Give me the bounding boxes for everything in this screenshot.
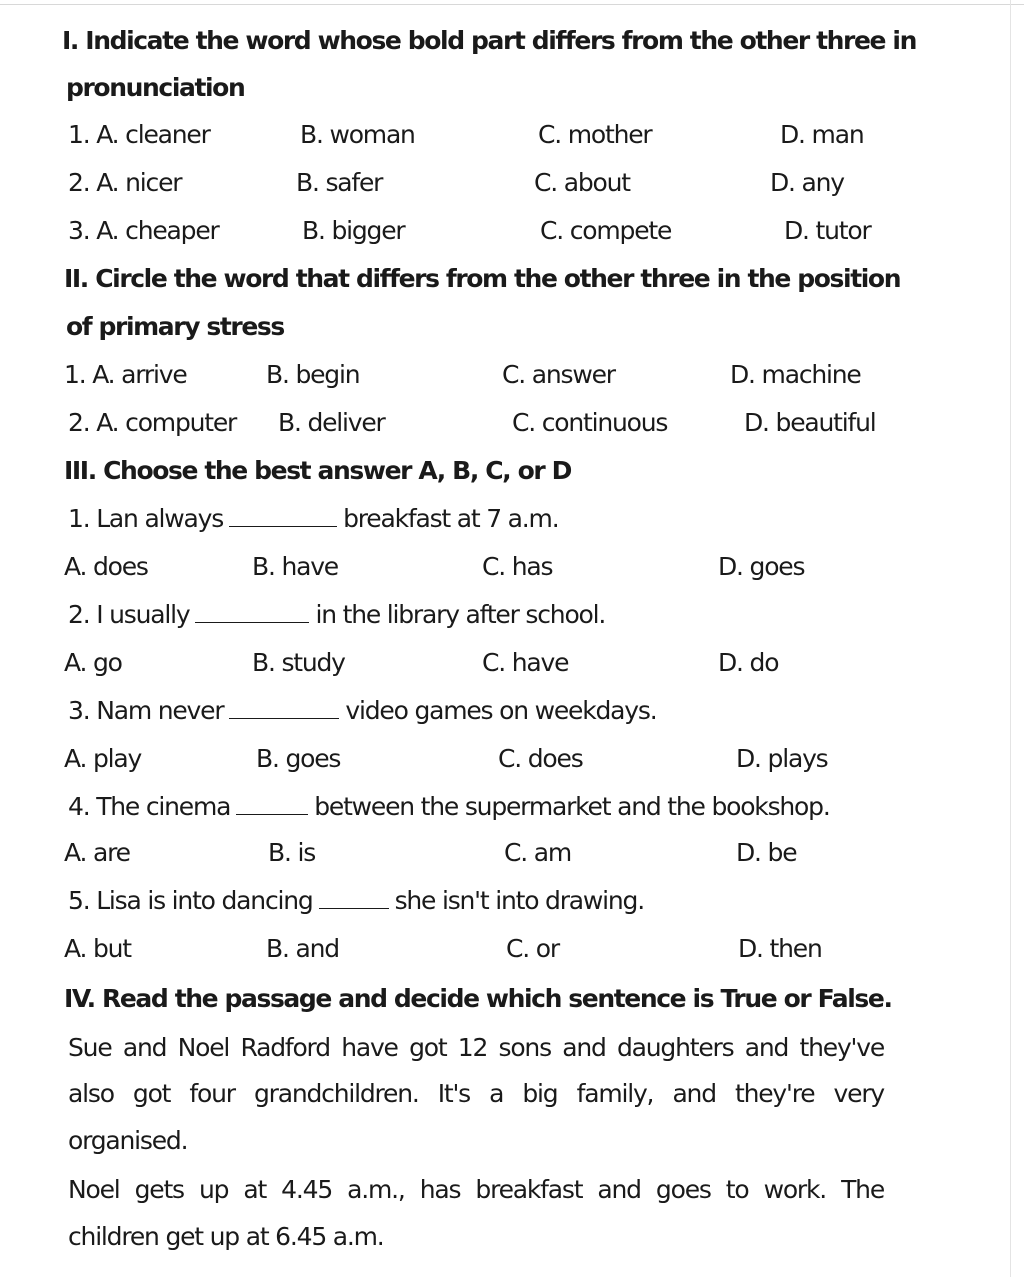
question-1-options [0, 552, 1000, 582]
section2-row-1 [0, 360, 1000, 390]
section1-row-3 [0, 216, 1000, 246]
question-2-options [0, 648, 1000, 678]
option-c: C. continuous [512, 408, 668, 437]
option-c: C. am [504, 838, 572, 867]
option-a: 1. A. cleaner [68, 120, 210, 149]
section1-heading-line1: I. Indicate the word whose bold part differs from the other three in [62, 26, 916, 55]
option-d: D. goes [718, 552, 805, 581]
option-c: C. have [482, 648, 569, 677]
option-a: 1. A. arrive [64, 360, 187, 389]
option-a: 2. A. computer [68, 408, 237, 437]
option-a: A. does [64, 552, 148, 581]
option-b: B. and [266, 934, 339, 963]
option-d: D. do [718, 648, 779, 677]
option-b: B. bigger [302, 216, 405, 245]
section1-row-2 [0, 168, 1000, 198]
section4-heading: IV. Read the passage and decide which sentence is True or False. [64, 984, 892, 1013]
option-a: 2. A. nicer [68, 168, 182, 197]
option-d: D. be [736, 838, 797, 867]
answer-blank [195, 600, 309, 623]
question-text-before: 1. Lan always [68, 504, 224, 533]
answer-blank [319, 886, 389, 909]
section3-heading: III. Choose the best answer A, B, C, or D [64, 456, 571, 485]
question-3-options [0, 744, 1000, 774]
option-a: A. go [64, 648, 122, 677]
option-b: B. goes [256, 744, 341, 773]
section2-heading-line2: of primary stress [66, 312, 284, 341]
question-text-before: 5. Lisa is into dancing [68, 886, 313, 915]
option-d: D. plays [736, 744, 828, 773]
option-c: C. about [534, 168, 630, 197]
question-3 [68, 696, 656, 726]
section1-row-1 [0, 120, 1000, 150]
option-b: B. study [252, 648, 345, 677]
option-a: A. but [64, 934, 131, 963]
question-text-before: 3. Nam never [68, 696, 224, 725]
option-d: D. any [770, 168, 844, 197]
answer-blank [236, 792, 308, 815]
option-c: C. mother [538, 120, 652, 149]
passage-line: also got four grandchildren. It's a big family, and they're very [68, 1079, 884, 1108]
right-border [1010, 0, 1011, 1277]
question-text-after: video games on weekdays. [345, 696, 657, 725]
passage-line: children get up at 6.45 a.m. [68, 1222, 384, 1251]
option-d: D. then [738, 934, 822, 963]
question-4 [68, 792, 830, 822]
answer-blank [229, 696, 339, 719]
option-b: B. woman [300, 120, 415, 149]
option-d: D. tutor [784, 216, 871, 245]
option-a: A. play [64, 744, 142, 773]
option-b: B. safer [296, 168, 383, 197]
passage-line: organised. [68, 1126, 188, 1155]
passage-line: Noel gets up at 4.45 a.m., has breakfast and goes to work. The [68, 1175, 884, 1204]
section2-row-2 [0, 408, 1000, 438]
question-4-options [0, 838, 1000, 868]
question-text-after: she isn't into drawing. [394, 886, 644, 915]
option-b: B. begin [266, 360, 360, 389]
option-c: C. or [506, 934, 559, 963]
question-text-after: breakfast at 7 a.m. [343, 504, 559, 533]
option-d: D. beautiful [744, 408, 876, 437]
option-c: C. does [498, 744, 583, 773]
option-a: A. are [64, 838, 130, 867]
option-b: B. is [268, 838, 316, 867]
question-5-options [0, 934, 1000, 964]
section1-heading-line2: pronunciation [66, 73, 245, 102]
question-1 [68, 504, 558, 534]
question-text-before: 2. I usually [68, 600, 190, 629]
passage-line: Sue and Noel Radford have got 12 sons and daughters and they've [68, 1033, 884, 1062]
top-border [0, 4, 1024, 5]
question-text-after: between the supermarket and the bookshop. [314, 792, 830, 821]
option-c: C. compete [540, 216, 672, 245]
option-a: 3. A. cheaper [68, 216, 219, 245]
option-c: C. answer [502, 360, 615, 389]
section2-heading-line1: II. Circle the word that differs from the other three in the position [64, 264, 901, 293]
question-text-after: in the library after school. [315, 600, 606, 629]
question-2 [68, 600, 605, 630]
question-text-before: 4. The cinema [68, 792, 231, 821]
question-5 [68, 886, 644, 916]
option-b: B. deliver [278, 408, 385, 437]
option-d: D. man [780, 120, 864, 149]
option-b: B. have [252, 552, 338, 581]
option-c: C. has [482, 552, 553, 581]
option-d: D. machine [730, 360, 861, 389]
answer-blank [229, 504, 337, 527]
